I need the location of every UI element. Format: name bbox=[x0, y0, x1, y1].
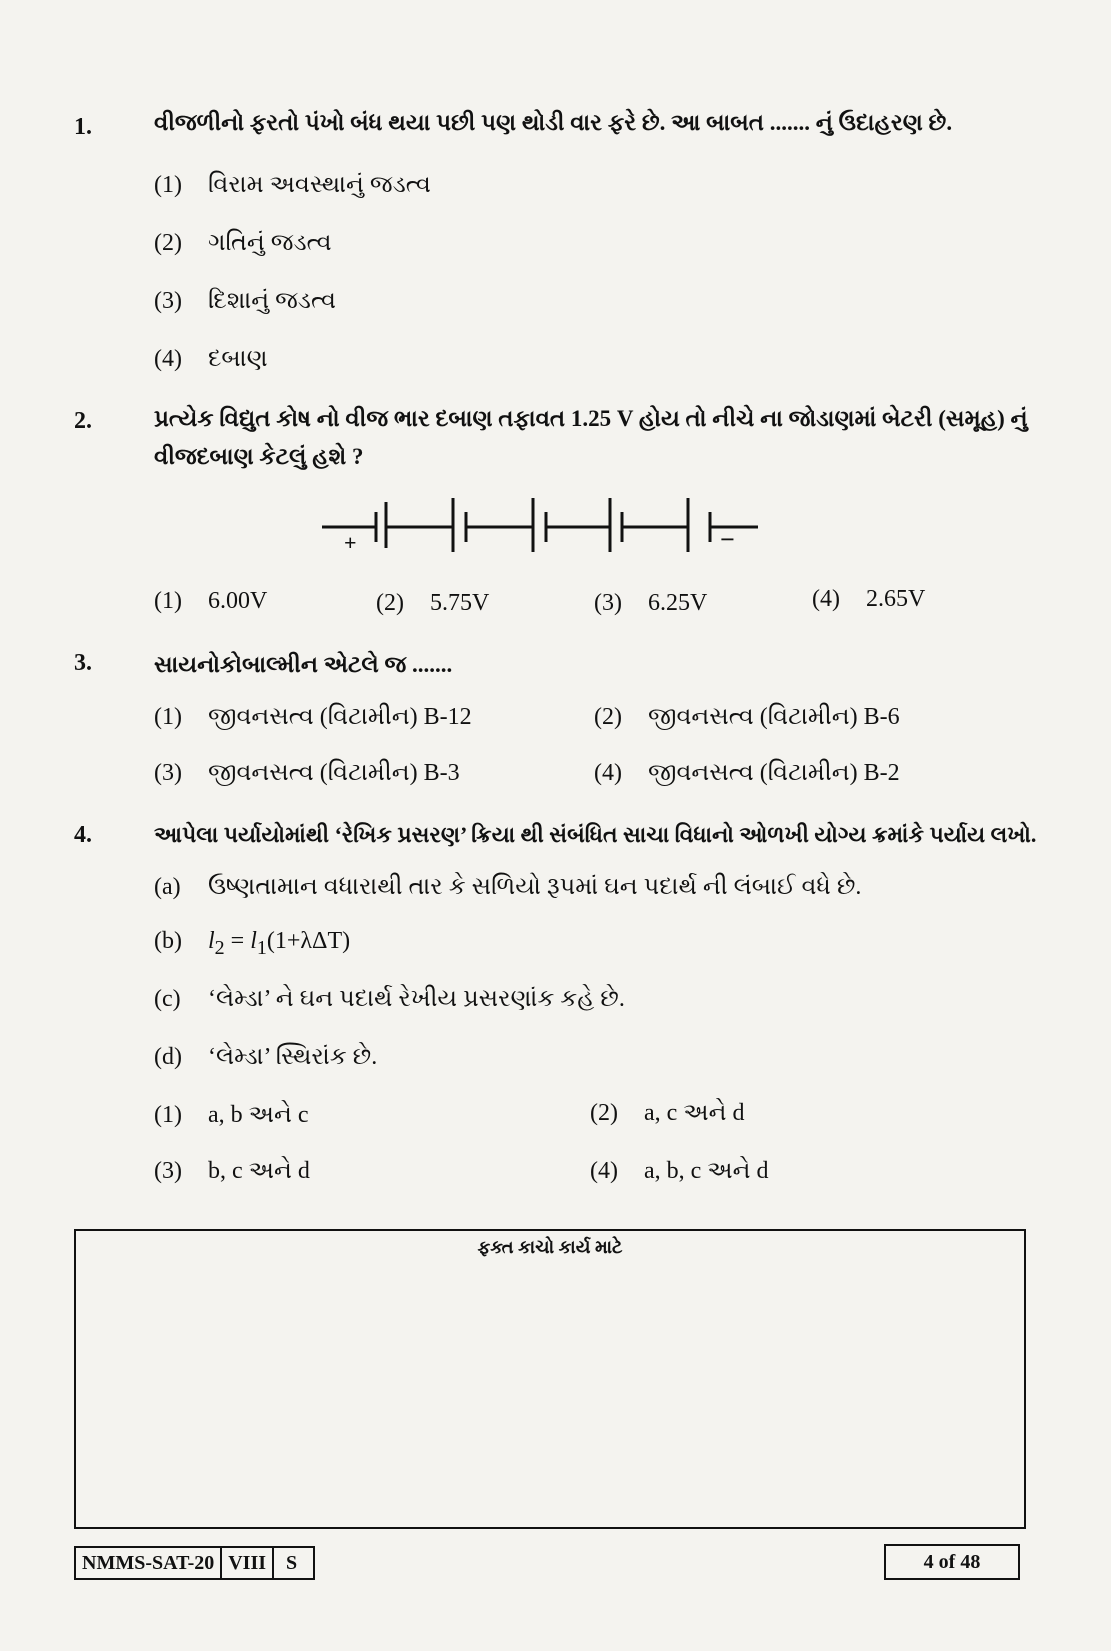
exam-code-box bbox=[74, 1546, 315, 1580]
page-number: 4 of 48 bbox=[923, 1550, 981, 1573]
q3-option-4[interactable]: (4) જીવનસત્વ (વિટામીન) B-2 bbox=[594, 760, 900, 786]
q4-option-1[interactable]: (1) a, b અને c bbox=[154, 1102, 309, 1128]
q1-option-1[interactable]: (1) વિરામ અવસ્થાનું જડત્વ bbox=[154, 172, 431, 198]
battery-circuit-diagram bbox=[318, 490, 768, 560]
question-number: 4. bbox=[74, 822, 92, 848]
question-text: સાયનોકોબાલ્મીન એટલે જ ....... bbox=[154, 652, 453, 677]
exam-code: NMMS-SAT-20 bbox=[76, 1548, 222, 1578]
q2-option-2[interactable]: (2) 5.75V bbox=[376, 590, 490, 616]
rough-work-label: ફક્ત કાચો કાર્ય માટે bbox=[477, 1237, 623, 1257]
q4-statement-b: (b) $l_2 = l_1(1+\lambda\Delta T)$ bbox=[154, 928, 351, 959]
page-number-box bbox=[884, 1544, 1020, 1580]
negative-terminal-label: − bbox=[720, 525, 735, 554]
question-text: આપેલા પર્યાયોમાંથી ‘રેખિક પ્રસરણ’ ક્રિયા થી સંબંધિત સાચા વિધાનો ઓળખી યોગ્ય ક્રમાંકે પર્યાય લખો. bbox=[154, 822, 1037, 847]
q4-statement-d: (d) ‘લેમ્ડા’ સ્થિરાંક છે. bbox=[154, 1044, 378, 1070]
question-3 bbox=[74, 646, 1051, 684]
question-number: 3. bbox=[74, 650, 92, 676]
q4-option-3[interactable]: (3) b, c અને d bbox=[154, 1158, 310, 1184]
question-4 bbox=[74, 816, 1051, 854]
q3-option-2[interactable]: (2) જીવનસત્વ (વિટામીન) B-6 bbox=[594, 704, 900, 730]
question-text-line-2: વીજદબાણ કેટલું હશે ? bbox=[154, 444, 364, 469]
linear-expansion-formula: $l_2 = l_1(1+\lambda\Delta T)$ bbox=[208, 928, 351, 959]
q3-option-3[interactable]: (3) જીવનસત્વ (વિટામીન) B-3 bbox=[154, 760, 460, 786]
q2-option-1[interactable]: (1) 6.00V bbox=[154, 588, 268, 614]
question-text: વીજળીનો ફરતો પંખો બંધ થયા પછી પણ થોડી વાર ફરે છે. આ બાબત ....... નું ઉદાહરણ છે. bbox=[154, 110, 953, 135]
q2-option-4[interactable]: (4) 2.65V bbox=[812, 586, 926, 612]
question-text-line-1: પ્રત્યેક વિદ્યુત કોષ નો વીજ ભાર દબાણ તફાવત 1.25 V હોય તો નીચે ના જોડાણમાં બેટરી (સમૂહ) નું bbox=[154, 406, 1028, 431]
rough-work-box bbox=[74, 1229, 1026, 1529]
q4-option-2[interactable]: (2) a, c અને d bbox=[590, 1100, 745, 1126]
q1-option-4[interactable]: (4) દબાણ bbox=[154, 346, 268, 372]
q1-option-2[interactable]: (2) ગતિનું જડત્વ bbox=[154, 230, 332, 256]
q4-option-4[interactable]: (4) a, b, c અને d bbox=[590, 1158, 769, 1184]
q4-statement-c: (c) ‘લેમ્ડા’ ને ઘન પદાર્થ રેખીય પ્રસરણાંક કહે છે. bbox=[154, 986, 625, 1012]
exam-grade: VIII bbox=[222, 1548, 274, 1578]
question-number: 1. bbox=[74, 114, 92, 140]
q3-option-1[interactable]: (1) જીવનસત્વ (વિટામીન) B-12 bbox=[154, 704, 472, 730]
positive-terminal-label: + bbox=[344, 530, 357, 555]
question-1 bbox=[74, 104, 1051, 142]
q4-statement-a: (a) ઉષ્ણતામાન વધારાથી તાર કે સળિયો રૂપમાં ઘન પદાર્થ ની લંબાઈ વધે છે. bbox=[154, 874, 862, 900]
q2-option-3[interactable]: (3) 6.25V bbox=[594, 590, 708, 616]
q1-option-3[interactable]: (3) દિશાનું જડત્વ bbox=[154, 288, 336, 314]
exam-set: S bbox=[286, 1551, 298, 1574]
question-number: 2. bbox=[74, 408, 92, 434]
question-2 bbox=[74, 400, 1051, 476]
